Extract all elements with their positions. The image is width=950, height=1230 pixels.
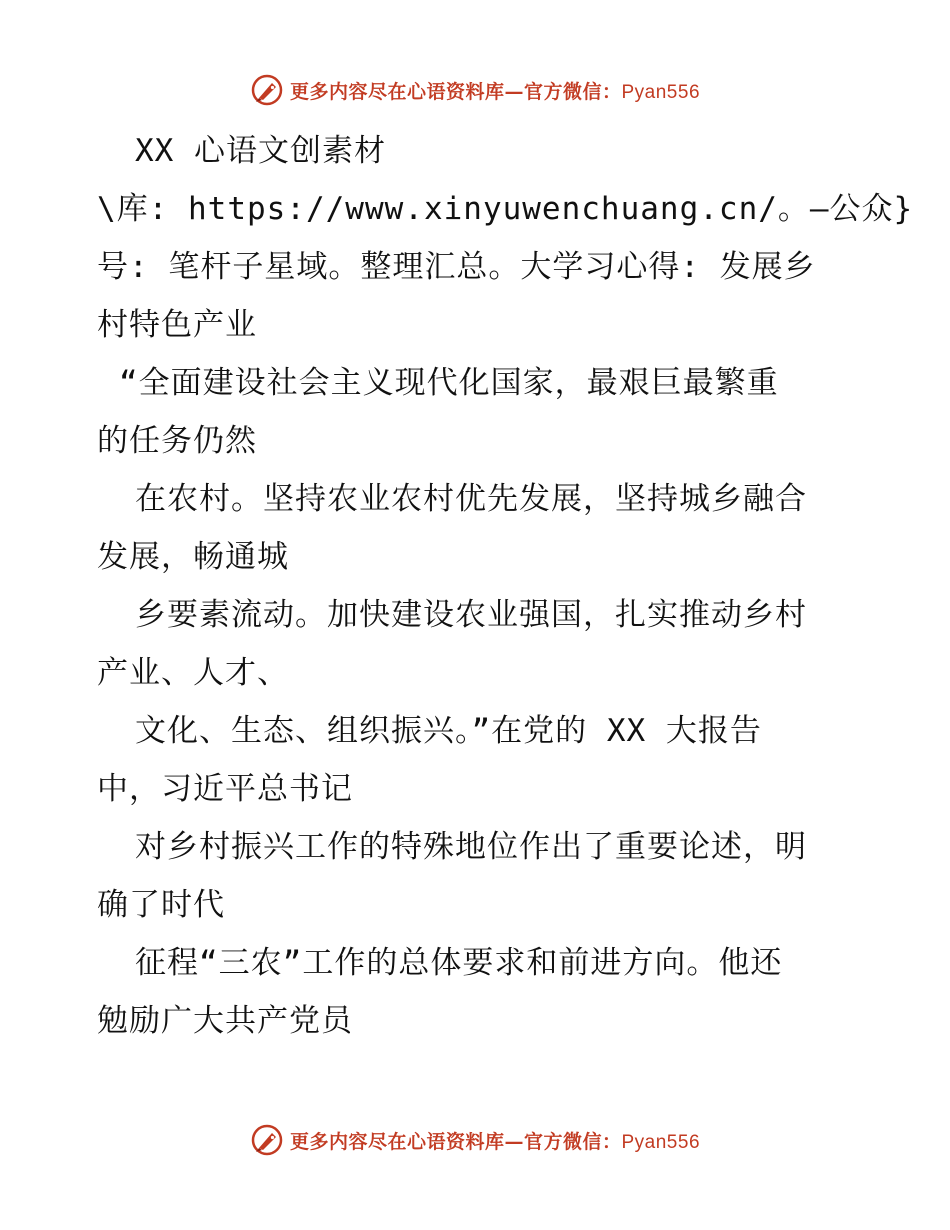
doc-line: 对乡村振兴工作的特殊地位作出了重要论述，明 <box>135 829 807 865</box>
doc-line: 文化、生态、组织振兴。”在党的 XX 大报告 <box>135 713 762 749</box>
header-banner <box>0 70 950 110</box>
doc-line: 确了时代 <box>97 887 225 923</box>
banner-text <box>290 1127 700 1154</box>
doc-line: 征程“三农”工作的总体要求和前进方向。他还 <box>135 945 783 981</box>
footer-banner <box>0 1120 950 1160</box>
doc-line: 的任务仍然 <box>97 423 257 459</box>
banner-label: 更多内容尽在心语资料库—官方微信： <box>289 80 622 103</box>
doc-line: 中，习近平总书记 <box>97 771 353 807</box>
wechat-id: Pyan556 <box>621 81 701 103</box>
pen-nib-icon <box>250 73 284 107</box>
document-body <box>97 122 914 1050</box>
doc-line: \库: https://www.xinyuwenchuang.cn/。—公众} <box>97 191 914 227</box>
wechat-id: Pyan556 <box>621 1131 701 1153</box>
doc-line: XX 心语文创素材 <box>135 133 386 169</box>
doc-line: 在农村。坚持农业农村优先发展，坚持城乡融合 <box>135 481 807 517</box>
pen-nib-icon <box>250 1123 284 1157</box>
banner-label: 更多内容尽在心语资料库—官方微信： <box>289 1130 622 1153</box>
doc-line: 村特色产业 <box>97 307 257 343</box>
banner-text <box>290 77 700 104</box>
doc-line: 乡要素流动。加快建设农业强国，扎实推动乡村 <box>135 597 807 633</box>
doc-line: 号: 笔杆子星域。整理汇总。大学习心得: 发展乡 <box>97 249 816 285</box>
doc-line: 发展，畅通城 <box>97 539 289 575</box>
doc-line: 产业、人才、 <box>97 655 289 691</box>
doc-line: 勉励广大共产党员 <box>97 1003 353 1039</box>
doc-line: “全面建设社会主义现代化国家，最艰巨最繁重 <box>119 365 779 401</box>
